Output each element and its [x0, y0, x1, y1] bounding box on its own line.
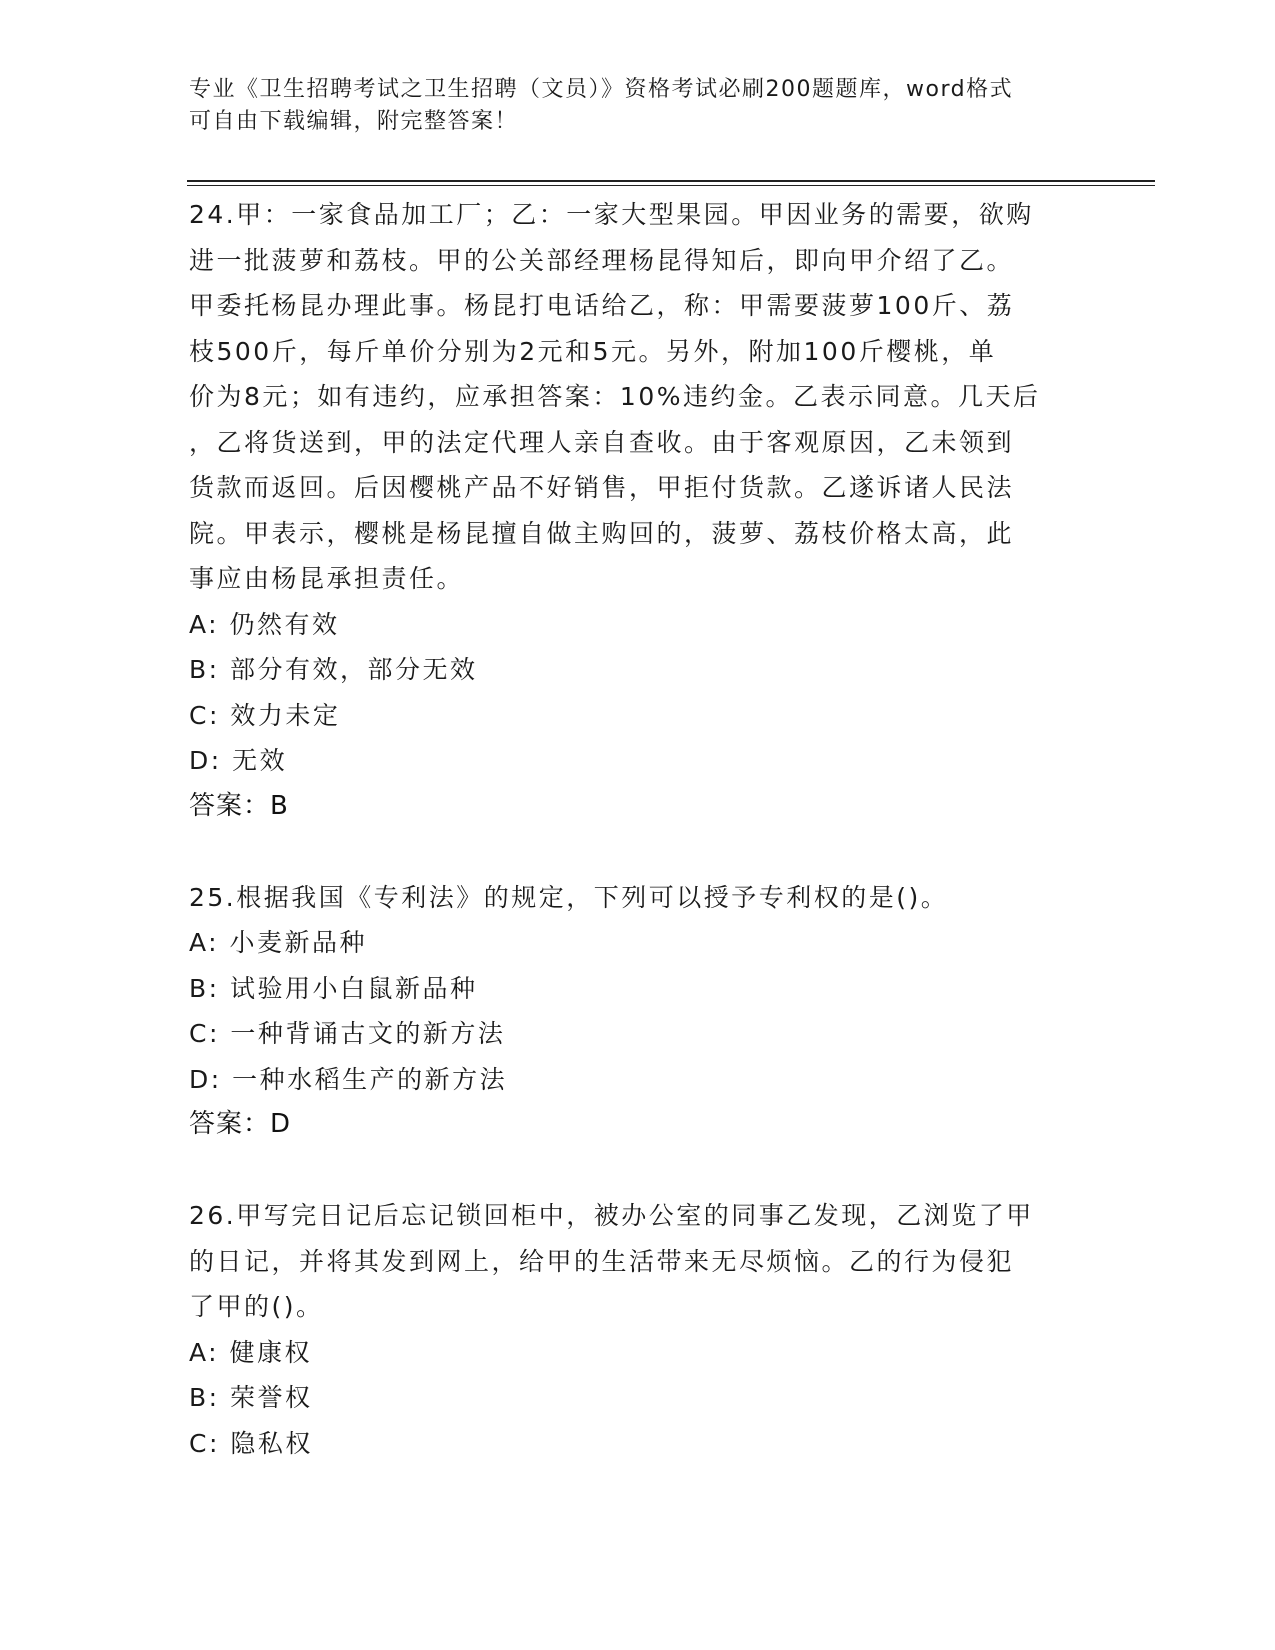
question-spacer — [189, 829, 1089, 875]
question-text-line: 了甲的()。 — [189, 1292, 324, 1321]
question-text-line: 价为8元；如有违约，应承担答案：10%违约金。乙表示同意。几天后 — [189, 382, 1041, 411]
document-header — [189, 74, 1089, 138]
question-text-line: 25.根据我国《专利法》的规定，下列可以授予专利权的是()。 — [189, 882, 949, 912]
question-text-line: ，乙将货送到，甲的法定代理人亲自查收。由于客观原因，乙未领到 — [189, 427, 1015, 457]
question-text-line: 枝500斤，每斤单价分别为2元和5元。另外，附加100斤樱桃，单 — [189, 336, 997, 366]
option-b: B: 部分有效，部分无效 — [189, 655, 478, 684]
option-a: A: 仍然有效 — [189, 609, 340, 639]
header-divider-thick — [187, 180, 1155, 182]
question-text-line: 26.甲写完日记后忘记锁回柜中，被办公室的同事乙发现，乙浏览了甲 — [189, 1201, 1034, 1230]
option-b: B: 试验用小白鼠新品种 — [189, 973, 478, 1003]
question-list — [189, 192, 1089, 1466]
question-text-line: 24.甲：一家食品加工厂；乙：一家大型果园。甲因业务的需要，欲购 — [189, 200, 1034, 229]
question-text-line: 的日记，并将其发到网上，给甲的生活带来无尽烦恼。乙的行为侵犯 — [189, 1246, 1015, 1276]
question-26 — [189, 1193, 1089, 1466]
option-c: C: 一种背诵古文的新方法 — [189, 1019, 506, 1048]
question-24 — [189, 192, 1089, 829]
question-25 — [189, 875, 1089, 1148]
question-text-line: 事应由杨昆承担责任。 — [189, 564, 465, 593]
answer-label: 答案：B — [189, 790, 289, 821]
option-a: A: 小麦新品种 — [189, 928, 368, 957]
question-text-line: 货款而返回。后因樱桃产品不好销售，甲拒付货款。乙遂诉诸人民法 — [189, 473, 1015, 502]
option-b: B: 荣誉权 — [189, 1383, 313, 1412]
question-text-line: 院。甲表示，樱桃是杨昆擅自做主购回的，菠萝、荔枝价格太高，此 — [189, 518, 1015, 548]
question-spacer — [189, 1148, 1089, 1194]
option-c: C: 隐私权 — [189, 1428, 313, 1458]
option-d: D: 一种水稻生产的新方法 — [189, 1064, 508, 1094]
option-a: A: 健康权 — [189, 1337, 313, 1367]
header-line-1: 专业《卫生招聘考试之卫生招聘（文员）》资格考试必刷200题题库，word格式 — [189, 77, 1014, 102]
question-text-line: 进一批菠萝和荔枝。甲的公关部经理杨昆得知后，即向甲介绍了乙。 — [189, 245, 1015, 275]
header-divider-thin — [187, 185, 1155, 186]
option-c: C: 效力未定 — [189, 700, 341, 730]
answer-label: 答案：D — [189, 1109, 292, 1139]
option-d: D: 无效 — [189, 746, 288, 775]
header-line-2: 可自由下载编辑，附完整答案！ — [189, 109, 519, 134]
question-text-line: 甲委托杨昆办理此事。杨昆打电话给乙，称：甲需要菠萝100斤、荔 — [189, 291, 1015, 320]
